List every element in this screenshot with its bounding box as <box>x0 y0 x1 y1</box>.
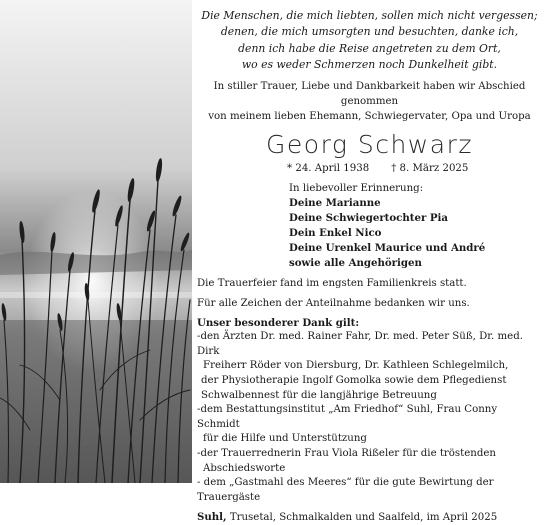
footer-rest: Trusetal, Schmalkalden und Saalfeld, im April 2025 <box>226 512 498 524</box>
birth-date: * 24. April 1938 <box>287 162 370 174</box>
thanks-line: Abschiedsworte <box>203 462 286 474</box>
intro-line: von meinem lieben Ehemann, Schwiegervater, Opa und Uropa <box>208 110 531 122</box>
special-thanks-title: Unser besonderer Dank gilt: <box>197 316 360 329</box>
family-member: Deine Marianne <box>289 196 381 209</box>
reed-lake-photo <box>0 0 192 483</box>
poem-line: wo es weder Schmerzen noch Dunkelheit gibt. <box>241 58 498 72</box>
life-dates <box>287 161 542 176</box>
thanks-line: der Physiotherapie Ingolf Gomolka sowie dem Pflegedienst <box>201 375 507 386</box>
poem-line: Die Menschen, die mich liebten, sollen mich nicht vergessen; <box>201 9 538 22</box>
poem <box>197 8 542 74</box>
footer-signature <box>197 510 542 525</box>
footer-place: Suhl, <box>197 511 227 524</box>
thanks-line: -den Ärzten Dr. med. Rainer Fahr, Dr. med. Peter Süß, Dr. med. Dirk <box>197 331 523 357</box>
death-date: † 8. März 2025 <box>391 162 469 174</box>
thanks-line: -dem Bestattungsinstitut „Am Friedhof“ Suhl, Frau Conny Schmidt <box>197 404 498 430</box>
intro-line: In stiller Trauer, Liebe und Dankbarkeit haben wir Abschied genommen <box>213 80 526 107</box>
funeral-note: Die Trauerfeier fand im engsten Familienkreis statt. <box>197 277 467 289</box>
thanks-line: Schwalbennest für die langjährige Betreuung <box>201 389 437 401</box>
deceased-name: Georg Schwarz <box>266 129 473 159</box>
family-member: Dein Enkel Nico <box>289 226 382 239</box>
family-member: sowie alle Angehörigen <box>289 256 422 269</box>
poem-line: denen, die mich umsorgten und besuchten, danke ich, <box>220 25 519 39</box>
notice-text <box>197 8 542 525</box>
thanks-line: - dem „Gastmahl des Meeres“ für die gute Bewirtung der Trauergäste <box>197 477 494 503</box>
thanks-note: Für alle Zeichen der Anteilnahme bedanken wir uns. <box>197 297 470 309</box>
special-thanks <box>197 316 542 506</box>
thanks-line: Freiherr Röder von Diersburg, Dr. Kathleen Schlegelmilch, <box>203 360 509 372</box>
intro-text <box>197 79 542 124</box>
poem-line: denn ich habe die Reise angetreten zu dem Ort, <box>238 41 501 55</box>
memory-label: In liebevoller Erinnerung: <box>289 182 424 194</box>
thanks-line: für die Hilfe und Unterstützung <box>203 433 367 445</box>
thanks-line: -der Trauerrednerin Frau Viola Rißeler für die tröstenden <box>197 447 496 459</box>
family-member: Deine Schwiegertochter Pia <box>289 211 449 224</box>
family-list <box>289 196 542 271</box>
family-member: Deine Urenkel Maurice und André <box>289 241 486 254</box>
